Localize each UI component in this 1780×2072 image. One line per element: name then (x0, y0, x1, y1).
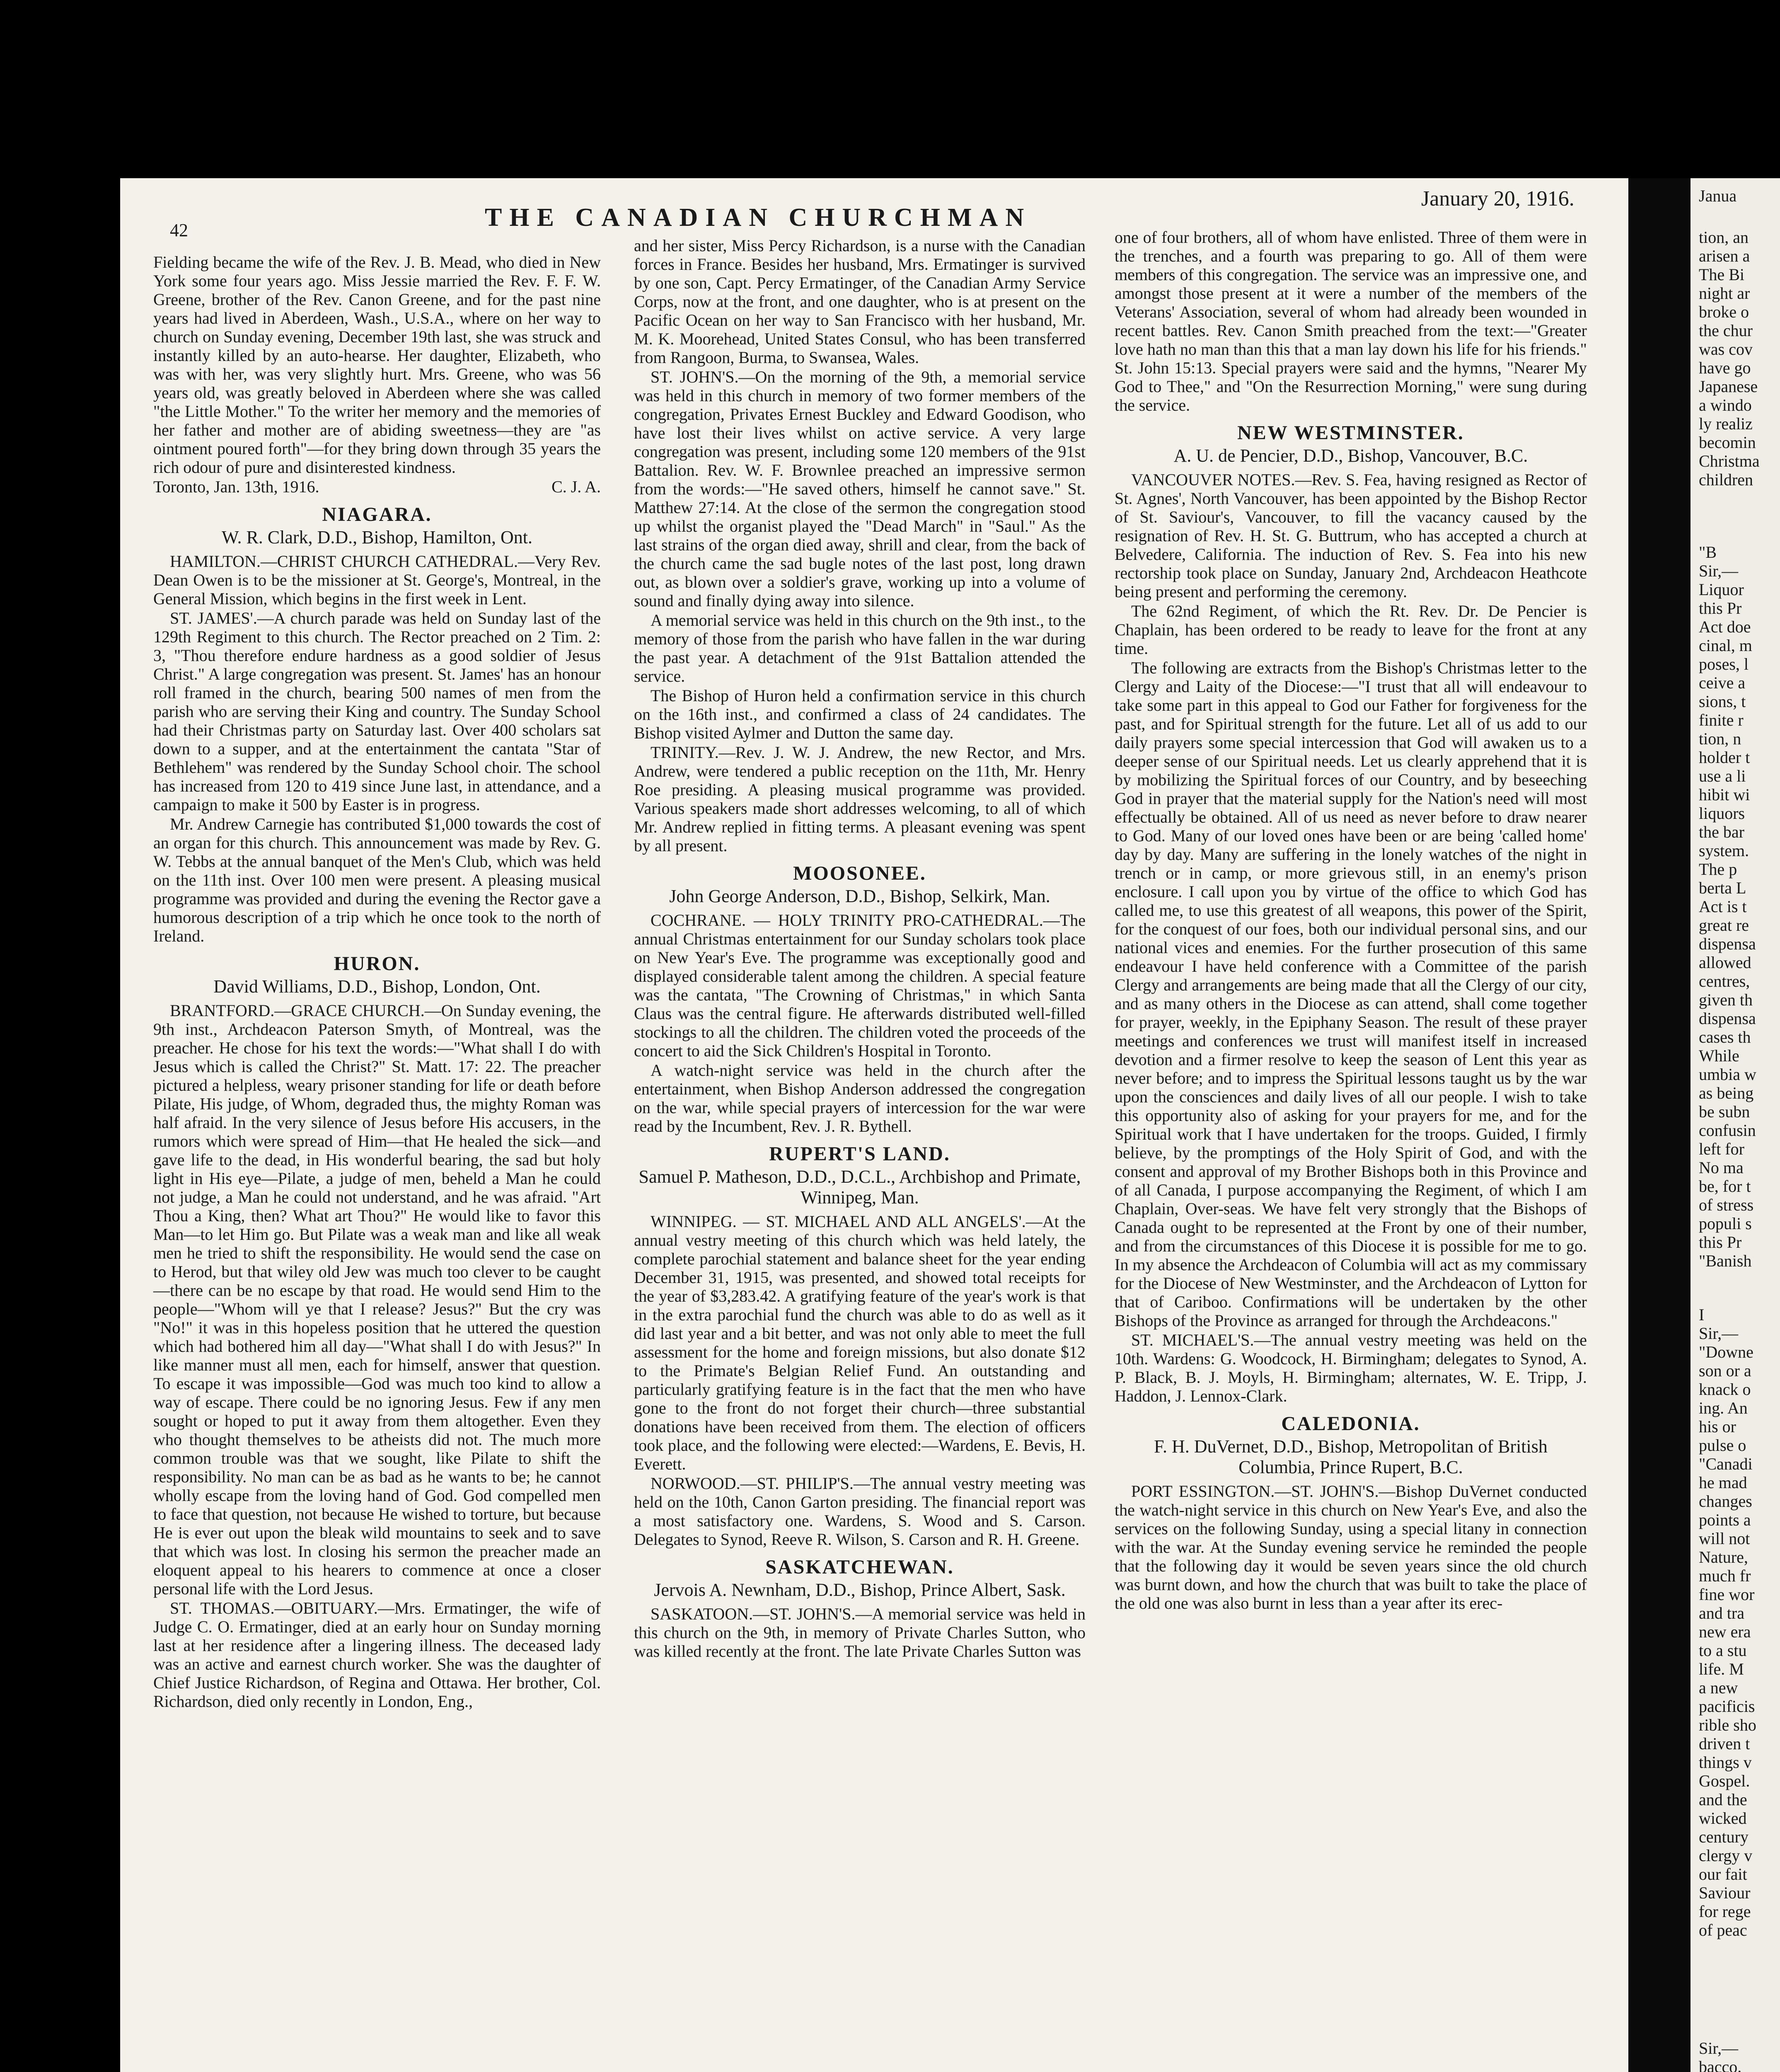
text-line: Act is t (1699, 897, 1747, 916)
text-line: becomin (1699, 433, 1756, 452)
paragraph: ST. MICHAEL'S.—The annual vestry meeting was held on the 10th. Wardens: G. Woodcock, H. Birmingham; delegates to Synod, A. P. Black, B. J. Moyls, H. Birmingham; alternates, W. E. Tripp, J. Haddon, J. Lennox-Clark. (1115, 1331, 1587, 1405)
text-line: knack o (1699, 1380, 1751, 1399)
paragraph: A memorial service was held in this church on the 9th inst., to the memory of those from the parish who have fallen in the war during the past year. A detachment of the 91st Battalion attended the service. (634, 611, 1086, 685)
text-line: Sir,— (1699, 1324, 1739, 1343)
text-line: and the (1699, 1790, 1747, 1809)
column-2 (634, 236, 1086, 1661)
bishop-line: A. U. de Pencier, D.D., Bishop, Vancouver, B.C. (1173, 445, 1528, 466)
signoff-place: Toronto, Jan. 13th, 1916. (153, 477, 319, 496)
text-line: "Canadi (1699, 1455, 1753, 1473)
text-line: pacificis (1699, 1697, 1755, 1716)
facing-page-middle-text (1699, 543, 1756, 1270)
paragraph: ST. JAMES'.—A church parade was held on Sunday last of the 129th Regiment to this church. The Rector preached on 2 Tim. 2: 3, "Thou therefore endure hardness as a good soldier of Jesus Christ." A large congregation was present. St. James' has an honour roll framed in the church, bearing 500 names of men from the parish who are serving their King and country. The Sunday School had their Christmas party on Saturday last. Over 400 scholars sat down to a supper, and at the entertainment the cantata "Star of Bethlehem" was rendered by the Sunday School choir. The school has increased from 120 to 419 since June last, in attendance, and a campaign to make it 500 by Easter is in progress. (153, 609, 601, 814)
text-line: was cov (1699, 340, 1753, 358)
text-line: populi s (1699, 1214, 1752, 1233)
paragraph: Mr. Andrew Carnegie has contributed $1,000 towards the cost of an organ for this church. This announcement was made by Rev. G. W. Tebbs at the annual banquet of the Men's Club, which was held on the 11th inst. Over 100 men were present. A pleasing musical programme was provided and during the evening the Rector gave a humorous description of a trip which he once took to the north of Ireland. (153, 815, 601, 945)
text-line: he mad (1699, 1473, 1747, 1492)
text-line: tion, an (1699, 228, 1749, 247)
text-line: driven t (1699, 1734, 1750, 1753)
column-3 (1115, 228, 1587, 1613)
text-line: Act doe (1699, 617, 1751, 636)
text-line: Sir,— (1699, 562, 1739, 580)
text-line: use a li (1699, 767, 1746, 785)
text-line: life. M (1699, 1660, 1744, 1678)
issue-date: January 20, 1916. (1421, 187, 1574, 211)
text-line: rible sho (1699, 1716, 1756, 1734)
text-line: be subn (1699, 1102, 1750, 1121)
page-number: 42 (170, 220, 188, 240)
paragraph: BRANTFORD.—GRACE CHURCH.—On Sunday evening, the 9th inst., Archdeacon Paterson Smyth, of Montreal, was the preacher. He chose for his text the words:—"What shall I do with Jesus which is called the Christ?" St. Matt. 17: 22. The preacher pictured a helpless, weary prisoner standing for life or death before Pilate, His judge, of Whom, degraded thus, the mighty Roman was half afraid. In the very silence of Jesus before His accusers, in the rumors which were spread of Him—that He healed the sick—and gave life to the dead, in His wonderful bearing, the sad but holy light in His eye—Pilate, a judge of men, beheld a Man he could not judge, a Man he could not understand, and he was afraid. "Art Thou a King, then? What art Thou?" He would like to favor this Man—to let Him go. But Pilate was a weak man and like all weak men he tried to shift the responsibility. He would send the case on to Herod, but that wiley old Jew was much too clever to be caught—there can be no escape by that road. He would send Him to the people—"Whom will ye that I release? Jesus?" But the cry was "No!" it was in this hopeless position that he uttered the question which had bothered him all day—"What shall I do with Jesus?" In like manner must all men, each for himself, answer that question. To escape it was impossible—God was much too kind to allow a way of escape. There could be no ignoring Jesus. Few if any men sought or hoped to put it away from them altogether. Even they who thought themselves to be atheists did not. The much more common trouble was that we sought, like Pilate to shift the responsibility. No man can be as bad as he wants to be; he cannot wholly escape from the loving hand of God. God compelled men to face that question, not because He wished to torture, but because He is ever out upon the bleak wild mountains to seek and to save that which was lost. In closing his sermon the preacher made an eloquent appeal to his hearers to commence at once a closer personal life with the Lord Jesus. (153, 1001, 601, 1598)
text-line: as being (1699, 1084, 1754, 1102)
text-line: left for (1699, 1140, 1744, 1158)
page-binding-gutter (1628, 178, 1691, 2072)
text-line: dispensa (1699, 934, 1756, 953)
paragraph: NORWOOD.—ST. PHILIP'S.—The annual vestry meeting was held on the 10th, Canon Garton presiding. The financial report was a most satisfactory one. Wardens, S. Wood and S. Carson. Delegates to Synod, Reeve R. Wilson, S. Carson and R. H. Greene. (634, 1474, 1086, 1549)
bishop-line: David Williams, D.D., Bishop, London, Ont. (213, 976, 541, 997)
paragraph: A watch-night service was held in the church after the entertainment, when Bishop Anderson addressed the congregation on the war, while special prayers of intercession for the war were read by the Incumbent, Rev. J. R. Bythell. (634, 1061, 1086, 1135)
text-line: much fr (1699, 1566, 1751, 1585)
facing-page-top-text (1699, 228, 1760, 489)
text-line: ly realiz (1699, 414, 1753, 433)
paragraph: COCHRANE. — HOLY TRINITY PRO-CATHEDRAL.—The annual Christmas entertainment for our Sunday scholars took place on New Year's Eve. The programme was exceptionally good and displayed considerable talent among the children. A special feature was the cantata, "The Crowning of Christmas," in which Santa Claus was the central figure. He afterwards distributed well-filled stockings to all the children. The children voted the proceeds of the concert to aid the Sick Children's Hospital in Toronto. (634, 911, 1086, 1060)
text-line: a new (1699, 1678, 1738, 1697)
text-line: great re (1699, 916, 1749, 934)
text-line: this Pr (1699, 1233, 1742, 1251)
text-line: broke o (1699, 303, 1749, 321)
text-line: pulse o (1699, 1436, 1746, 1455)
bishop-line: Samuel P. Matheson, D.D., D.C.L., Archbishop and Primate, Winnipeg, Man. (638, 1167, 1081, 1208)
text-line: sions, t (1699, 692, 1746, 711)
paragraph: The following are extracts from the Bishop's Christmas letter to the Clergy and Laity of the Diocese:—"I trust that all will endeavour to take some part in this appeal to God our Father for forgiveness for the past, and for Spiritual strength for the future. Let all of us add to our daily prayers some special intercession that God will awaken us to a deeper sense of our Spiritual needs. Let us clearly apprehend that it is by mobilizing the Spiritual forces of our Country, and by beseeching God in prayer that the material supply for the Nation's need will most effectually be obtained. All of us need as never before to draw nearer to God. Many of our loved ones have been or are being 'called home' day by day. Many are suffering in the lonely watches of the night in trench or in camp, or more grievous still, in an enemy's prison enclosure. I call upon you by virtue of the office to which God has called me, to use this greatest of all weapons, this power of the Spirit, for the conquest of our foes, both our individual personal sins, and our national vices and enemies. For the further prosecution of this same endeavour I have held conference with a Committee of the parish Clergy and arrangements are being made that all the Clergy of our city, and as many others in the Diocese as can attend, shall come together for prayer, weekly, in the Epiphany Season. The result of these prayer meetings and conferences we trust will manifest itself in increased devotion and a firmer resolve to keep the season of Lent this year as never before; and to impress the Spiritual lessons taught us by the war upon the consciences and daily lives of all our people. I wish to take this opportunity also of asking for your prayers for me, and for the Spiritual work that I have undertaken for the troops. Guided, I firmly believe, by the promptings of the Holy Spirit of God, and with the consent and approval of my Brother Bishops both in this Province and of all Canada, I purpose accompanying the Regiment, of which I am Chaplain, Over-seas. We have felt very strongly that the Bishops of Canada ought to be represented at the Front by one of their number, and from the circumstances of this Diocese it is possible for me to go. In my absence the Archdeacon of Columbia will act as my commissary for the Diocese of New Westminster, and the Archdeacon of Lytton for that of Cariboo. Confirmations will be undertaken by the other Bishops of the Province as arranged for through the Archdeacons." (1115, 658, 1587, 1330)
text-line: his or (1699, 1417, 1736, 1436)
bishop-line: John George Anderson, D.D., Bishop, Selkirk, Man. (669, 886, 1050, 906)
text-line: Nature, (1699, 1548, 1748, 1566)
facing-page-lower-text (1699, 1305, 1756, 1939)
text-line: tion, n (1699, 729, 1741, 748)
text-line: Liquor (1699, 580, 1744, 599)
text-line: given th (1699, 990, 1753, 1009)
section-heading-ruperts-land: RUPERT'S LAND. (769, 1143, 950, 1165)
text-line: cinal, m (1699, 636, 1752, 655)
paragraph: The Bishop of Huron held a confirmation service in this church on the 16th inst., and confirmed a class of 24 candidates. The Bishop visited Aylmer and Dutton the same day. (634, 686, 1086, 742)
text-line: berta L (1699, 879, 1746, 897)
paragraph: WINNIPEG. — ST. MICHAEL AND ALL ANGELS'.—At the annual vestry meeting of this church which was held lately, the complete parochial statement and balance sheet for the year ending December 31, 1915, was presented, and showed total receipts for the year of $3,283.42. A gratifying feature of the year's work is that in the extra parochial fund the church was able to do as well as it did last year and a bit better, and was not only able to meet the full assessment for the home and foreign missions, but also donate $12 to the Primate's Belgian Relief Fund. An outstanding and particularly gratifying feature is in the fact that the men who have gone to the front do not forget their church—three substantial donations have been received from them. The election of officers took place, and the following were elected:—Wardens, E. Bevis, H. Everett. (634, 1212, 1086, 1473)
text-line: the bar (1699, 823, 1744, 841)
text-line: hibit wi (1699, 785, 1750, 804)
text-line: our fait (1699, 1865, 1747, 1883)
text-line: Christma (1699, 452, 1760, 470)
text-line: of peac (1699, 1921, 1747, 1939)
text-line: for rege (1699, 1902, 1751, 1921)
text-line: arisen a (1699, 247, 1750, 265)
bishop-line: W. R. Clark, D.D., Bishop, Hamilton, Ont. (221, 527, 533, 547)
text-line: The Bi (1699, 265, 1744, 284)
text-line: a windo (1699, 396, 1752, 414)
text-line: "Downe (1699, 1343, 1753, 1361)
text-line: points a (1699, 1510, 1751, 1529)
text-line: centres, (1699, 972, 1750, 990)
text-line: fine wor (1699, 1585, 1755, 1604)
section-heading-niagara: NIAGARA. (322, 503, 432, 525)
text-line: finite r (1699, 711, 1744, 729)
text-line: dispensa (1699, 1009, 1756, 1028)
paragraph: ST. JOHN'S.—On the morning of the 9th, a memorial service was held in this church in memory of two former members of the congregation, Privates Ernest Buckley and Edward Goodison, who have lost their lives whilst on active service. A very large congregation was present, including some 120 members of the 91st Battalion. Rev. W. F. Brownlee preached an impressive sermon from the words:—"He saved others, himself he cannot save." St. Matthew 27:14. At the close of the sermon the congregation stood up whilst the organist played the "Dead March" in "Saul." As the last strains of the organ died away, shrill and clear, from the back of the church came the sad bugle notes of the last post, long drawn out, as blown over a soldier's grave, working up into a volume of sound and finally dying away into silence. (634, 368, 1086, 610)
text-line: things v (1699, 1753, 1752, 1772)
text-line: liquors (1699, 804, 1745, 823)
masthead-title: THE CANADIAN CHURCHMAN (485, 203, 1032, 232)
text-line: to a stu (1699, 1641, 1747, 1660)
paragraph: HAMILTON.—CHRIST CHURCH CATHEDRAL.—Very Rev. Dean Owen is to be the missioner at St. George's, Montreal, in the General Mission, which begins in the first week in Lent. (153, 552, 601, 608)
section-heading-new-westminster: NEW WESTMINSTER. (1237, 422, 1464, 444)
paragraph: PORT ESSINGTON.—ST. JOHN'S.—Bishop DuVernet conducted the watch-night service in this church on New Year's Eve, and also the services on the following Sunday, using a special litany in connection with the war. At the Sunday evening service he reminded the people that the following day it would be seven years since the old church was burnt down, and how the church that was built to take the place of the old one was also burnt in less than a year after its erec- (1115, 1482, 1587, 1612)
text-line: Sir,— (1699, 2039, 1739, 2057)
text-line: and tra (1699, 1604, 1744, 1622)
text-line: this Pr (1699, 599, 1742, 617)
paragraph: The 62nd Regiment, of which the Rt. Rev. Dr. De Pencier is Chaplain, has been ordered to be ready to leave for the front at any time. (1115, 602, 1587, 658)
text-line: children (1699, 470, 1753, 489)
newspaper-page (120, 178, 1628, 2072)
facing-page-date: Janua (1699, 186, 1737, 205)
paragraph: and her sister, Miss Percy Richardson, is a nurse with the Canadian forces in France. Besides her husband, Mrs. Ermatinger is survived by one son, Capt. Percy Ermatinger, of the Canadian Army Service Corps, now at the front, and one daughter, who is at present on the Pacific Ocean on her way to San Francisco with her husband, Mr. M. K. Moorehead, United States Consul, who has been transferred from Rangoon, Burma, to Swansea, Wales. (634, 236, 1086, 367)
text-line: Gospel. (1699, 1772, 1750, 1790)
text-line: Japanese (1699, 377, 1758, 396)
text-line: the chur (1699, 321, 1753, 340)
text-line: clergy v (1699, 1846, 1753, 1865)
bishop-line: F. H. DuVernet, D.D., Bishop, Metropolitan of British Columbia, Prince Rupert, B.C. (1154, 1436, 1548, 1477)
text-line: century (1699, 1828, 1749, 1846)
facing-page-bottom-text (1699, 2039, 1750, 2072)
text-line: changes (1699, 1492, 1752, 1510)
text-line: son or a (1699, 1361, 1751, 1380)
section-heading-huron: HURON. (334, 953, 421, 975)
text-line: will not (1699, 1529, 1750, 1548)
paragraph: SASKATOON.—ST. JOHN'S.—A memorial service was held in this church on the 9th, in memory of Private Charles Sutton, who was killed recently at the front. The late Private Charles Sutton was (634, 1605, 1086, 1661)
column-1 (153, 253, 601, 1711)
text-line: "B (1699, 543, 1717, 562)
text-line: have go (1699, 358, 1751, 377)
signoff-initials: C. J. A. (551, 477, 601, 496)
text-line: I (1699, 1305, 1705, 1324)
text-line: system. (1699, 841, 1749, 860)
text-line: of stress (1699, 1196, 1754, 1214)
text-line: new era (1699, 1622, 1751, 1641)
text-line: cases th (1699, 1028, 1751, 1046)
facing-page-fragment (1691, 178, 1780, 2072)
text-line: be, for t (1699, 1177, 1751, 1196)
text-line: umbia w (1699, 1065, 1756, 1084)
text-line: holder t (1699, 748, 1750, 767)
paragraph: TRINITY.—Rev. J. W. J. Andrew, the new Rector, and Mrs. Andrew, were tendered a public reception on the 11th, Mr. Henry Roe presiding. A pleasing musical programme was provided. Various speakers made short addresses welcoming, to all of which Mr. Andrew replied in fitting terms. A pleasant evening was spent by all present. (634, 743, 1086, 855)
signoff (153, 477, 601, 496)
paragraph: Fielding became the wife of the Rev. J. B. Mead, who died in New York some four years ago. Miss Jessie married the Rev. F. F. W. Greene, brother of the Rev. Canon Greene, and for the past nine years had lived in Aberdeen, Wash., U.S.A., where on her way to church on Sunday evening, December 19th last, she was struck and instantly killed by an auto-hearse. Her daughter, Elizabeth, who was with her, was very slightly hurt. Mrs. Greene, who was 56 years old, was greatly beloved in Aberdeen where she was called "the Little Mother." To the writer her memory and the memories of her father and mother are of abiding sweetness—they are "as ointment poured forth"—for they bring down through 35 years the rich odour of pure and disinterested kindness. (153, 253, 601, 477)
text-line: ceive a (1699, 673, 1746, 692)
paragraph: one of four brothers, all of whom have enlisted. Three of them were in the trenches, and a fourth was preparing to go. All of them were members of this congregation. The service was an impressive one, and amongst those present at it were a number of the members of the Veterans' Association, several of whom had already been wounded in recent battles. Rev. Canon Smith preached from the text:—"Greater love hath no man than this that a man lay down his life for his friends." St. John 15:13. Special prayers were said and the hymns, "Nearer My God to Thee," and "On the Resurrection Morning," were sung during the service. (1115, 228, 1587, 414)
bishop-line: Jervois A. Newnham, D.D., Bishop, Prince Albert, Sask. (654, 1580, 1066, 1600)
paragraph: VANCOUVER NOTES.—Rev. S. Fea, having resigned as Rector of St. Agnes', North Vancouver, has been appointed by the Bishop Rector of St. Saviour's, Vancouver, to fill the vacancy caused by the resignation of Rev. H. St. G. Buttrum, who has accepted a church at Belvedere, California. The induction of Rev. S. Fea into his new rectorship took place on Sunday, January 2nd, Archdeacon Heathcote being present and performing the ceremony. (1115, 470, 1587, 601)
text-line: No ma (1699, 1158, 1744, 1177)
text-line: allowed (1699, 953, 1751, 972)
text-line: confusin (1699, 1121, 1756, 1140)
text-line: bacco. (1699, 2057, 1742, 2072)
section-heading-saskatchewan: SASKATCHEWAN. (765, 1556, 954, 1578)
text-line: ing. An (1699, 1399, 1748, 1417)
section-heading-caledonia: CALEDONIA. (1281, 1413, 1420, 1435)
text-line: wicked (1699, 1809, 1747, 1828)
text-line: poses, l (1699, 655, 1749, 673)
text-line: Saviour (1699, 1883, 1751, 1902)
section-heading-moosonee: MOOSONEE. (793, 862, 926, 884)
text-line: "Banish (1699, 1251, 1752, 1270)
text-line: night ar (1699, 284, 1750, 303)
text-line: The p (1699, 860, 1737, 879)
text-line: While (1699, 1046, 1739, 1065)
paragraph: ST. THOMAS.—OBITUARY.—Mrs. Ermatinger, the wife of Judge C. O. Ermatinger, died at an early hour on Sunday morning last at her residence after a lingering illness. The deceased lady was an active and earnest church worker. She was the daughter of Chief Justice Richardson, of Regina and Ottawa. Her brother, Col. Richardson, died only recently in London, Eng., (153, 1599, 601, 1711)
